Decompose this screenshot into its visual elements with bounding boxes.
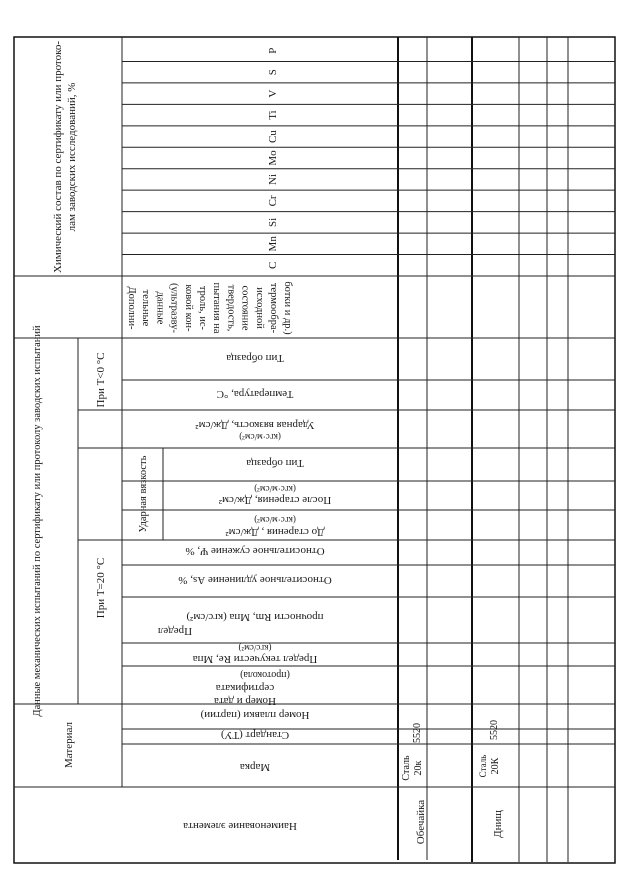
row-2-standard (489, 720, 500, 740)
chem-element-mo (267, 150, 279, 166)
specimen-type-low-label: Тип образца (226, 352, 284, 364)
chem-element-label: V (267, 89, 279, 98)
row-1-standard (412, 723, 423, 743)
specimen-type-label: Тип образца (246, 457, 304, 469)
impact-low-header (195, 419, 315, 442)
chem-element-mn (267, 236, 279, 252)
impact-group-header (138, 455, 149, 532)
after-aging-header (218, 484, 331, 506)
yield-header (193, 643, 318, 665)
additional-header (126, 281, 293, 335)
additional-line: троль, ис- (197, 285, 208, 331)
row-1-grade (401, 755, 424, 781)
material-group-label: Материал (63, 722, 75, 768)
yield-line-2: (кгс/см²) (238, 643, 272, 653)
element-name-label: Наименование элемента (183, 820, 297, 832)
before-aging-line-2: (кгс·м/см²) (254, 515, 296, 525)
chem-element-v (267, 90, 279, 98)
temp20-label: При T=20 °C (95, 557, 107, 619)
row-1-name: Обечайка (415, 799, 427, 845)
chem-element-labels (267, 48, 279, 269)
row-2-standard-value: 5520 (489, 720, 500, 740)
additional-line: состояние (239, 285, 251, 331)
row-1-standard-value: 5520 (412, 723, 423, 743)
chem-element-label: Cu (267, 130, 279, 143)
chem-element-label: P (267, 47, 279, 54)
additional-line: исходной (253, 287, 265, 329)
cert-line-1: Номер и дата (214, 695, 276, 707)
cert-header (214, 669, 290, 707)
additional-line: твердость, (225, 284, 237, 332)
standard-header (221, 729, 289, 741)
tensile-line-2: прочности Rm, Мпа (кгс/см²) (186, 611, 324, 623)
chem-element-label: Cr (267, 195, 279, 207)
chem-title-line-2: лам заводских исследований, % (66, 82, 78, 232)
chem-element-cu (267, 130, 279, 143)
material-group-header (63, 722, 75, 768)
chem-element-label: Ni (267, 173, 279, 185)
table-border (14, 37, 615, 863)
chem-element-label: Si (267, 217, 279, 227)
temperature-header (217, 388, 294, 400)
additional-line: (ультразву- (168, 282, 180, 334)
specimen-type-header (246, 457, 304, 469)
elongation-label: Относительное удлинение As, % (178, 574, 332, 586)
grade-label: Марка (239, 761, 271, 773)
additional-line: тельные (140, 289, 152, 327)
reduction-label: Относительное сужение Ψ, % (185, 545, 325, 557)
impact-low-line-2: (кгс·м/см²) (239, 432, 281, 442)
before-aging-header (225, 515, 325, 538)
additional-line: Дополни- (126, 286, 137, 330)
heat-label: Номер плавки (партии) (200, 709, 310, 721)
chem-title-line-1: Химический состав по сертификату или протоко- (52, 40, 64, 274)
chem-title-header (52, 41, 78, 273)
row-shell (415, 800, 427, 844)
chem-element-label: Ti (267, 110, 279, 120)
chem-element-ti (267, 110, 279, 119)
row-2-grade-line-2: 20К (490, 757, 501, 775)
chem-element-label: Mn (267, 236, 279, 252)
cert-line-2: сертификата (215, 682, 275, 694)
row-2-grade-line-1: Сталь (478, 754, 488, 778)
elongation-header (178, 574, 331, 586)
additional-line: пытания на (211, 282, 223, 334)
additional-line: ботки и др.) (282, 281, 294, 335)
before-aging-line-1: До старения , Дж/см² (225, 526, 325, 538)
yield-line-1: Предел текучести Re, Мпа (192, 653, 318, 665)
after-aging-line-1: После старения, Дж/см² (218, 494, 332, 506)
row-2-name: Днищ (492, 810, 504, 838)
after-aging-line-2: (кгс·м/см²) (254, 484, 296, 494)
specimen-type-low-header (226, 352, 284, 364)
cert-line-3: (протокола) (240, 669, 290, 680)
temp0-label: При T<0 °C (95, 352, 107, 408)
chem-element-p (267, 48, 279, 54)
tensile-line-1: Предел (157, 625, 193, 637)
additional-line: данные (154, 291, 166, 325)
chem-element-ni (267, 174, 279, 185)
mech-group-header (32, 325, 43, 717)
chem-element-si (267, 218, 279, 227)
temperature-label: Температура, °С (216, 388, 294, 400)
chem-element-label: Mo (267, 150, 279, 166)
standard-label: Стандарт (ТУ) (220, 729, 290, 741)
chem-element-cr (267, 195, 279, 206)
additional-line: ковой кон- (182, 284, 194, 332)
row-bottom (492, 810, 504, 838)
chem-columns (122, 61, 615, 254)
mech-group-line-1 (32, 325, 43, 717)
element-name-header (183, 820, 297, 832)
grade-header (240, 761, 270, 773)
impact-group-label: Ударная вязкость (138, 455, 149, 533)
temp0-header (95, 353, 107, 408)
heat-header (200, 709, 309, 721)
chem-element-label: S (267, 69, 279, 76)
chem-element-s (267, 69, 279, 75)
row-1-grade-line-2: 20к (413, 760, 424, 776)
mech-group-text: Данные механических испытаний по сертификату или протоколу заводских испытаний (32, 325, 43, 717)
temp20-header (95, 558, 107, 619)
chem-element-label: C (267, 261, 279, 269)
impact-low-line-1: Ударная вязкость, Дж/см² (195, 419, 315, 431)
row-1-grade-line-1: Сталь (401, 755, 412, 781)
tensile-header (157, 611, 323, 637)
row-2-grade (478, 755, 501, 778)
additional-line: термообра- (268, 282, 279, 334)
reduction-header (185, 545, 324, 557)
chem-element-c (267, 262, 279, 269)
